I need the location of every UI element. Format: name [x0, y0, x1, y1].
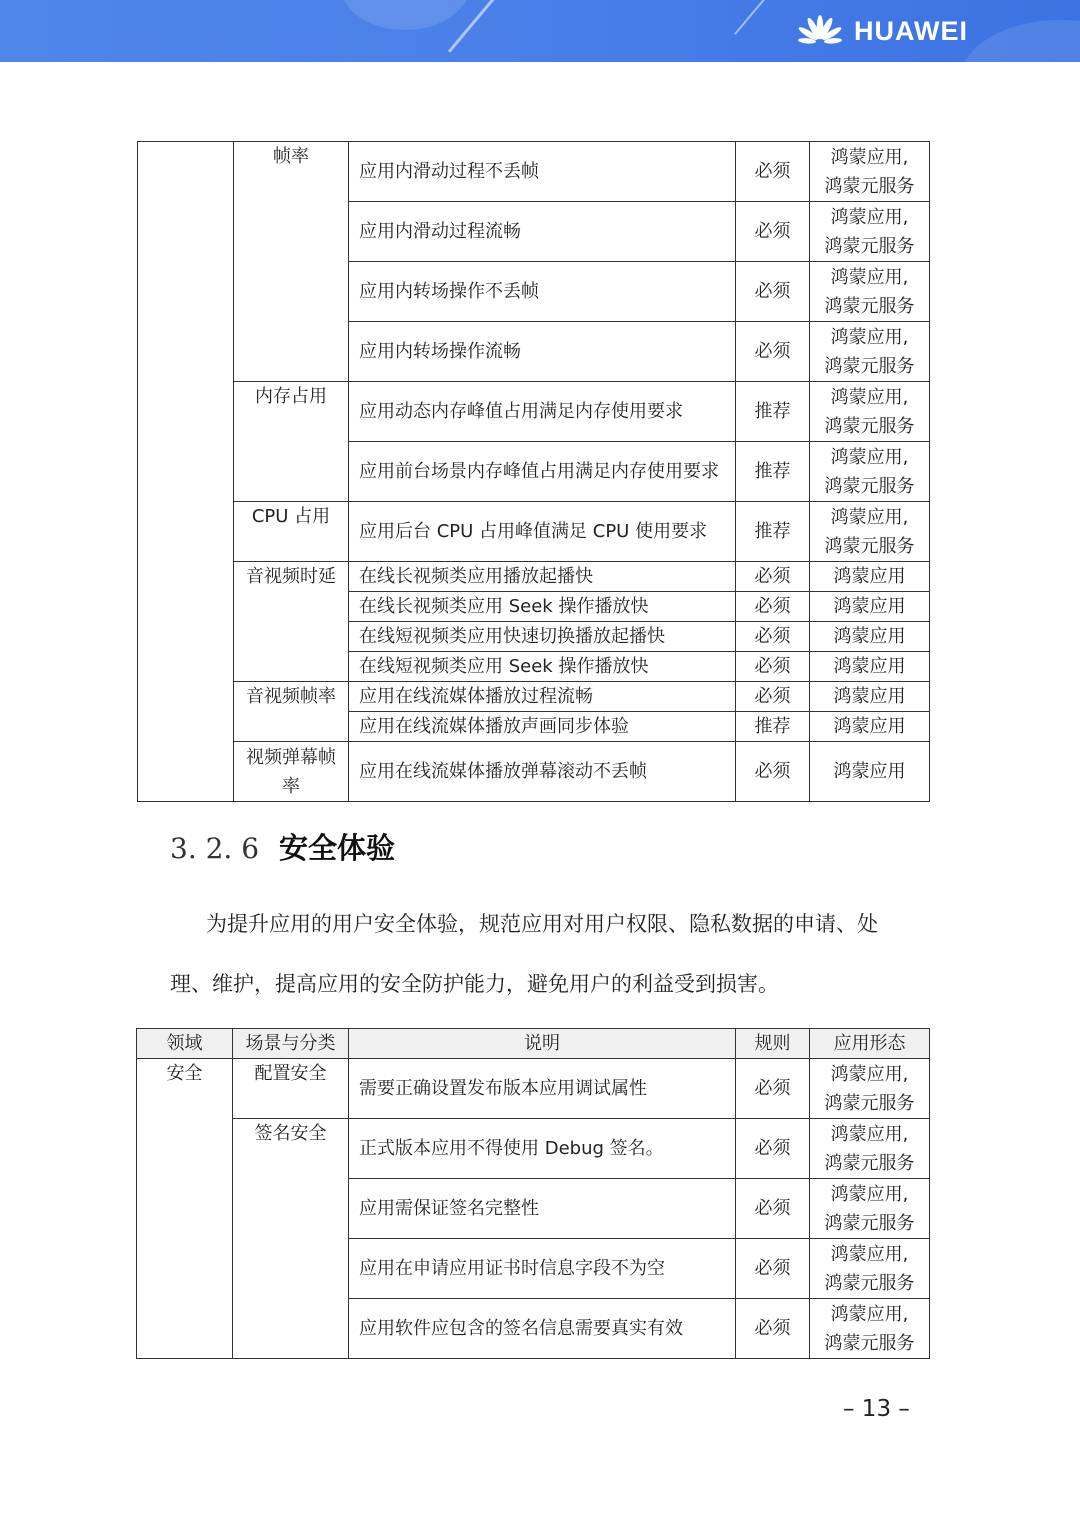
desc-cell: 在线长视频类应用播放起播快 [349, 562, 736, 592]
brand-name: HUAWEI [854, 15, 968, 46]
security-table [136, 1028, 930, 1359]
form-cell: 鸿蒙应用, 鸿蒙元服务 [810, 1119, 930, 1179]
form-cell: 鸿蒙应用 [810, 622, 930, 652]
page-number: – 13 – [843, 1396, 910, 1422]
header-decoration [960, 20, 1080, 62]
section-number: 3. 2. 6 [170, 832, 260, 865]
rule-cell: 必须 [736, 1059, 810, 1119]
category-cell: 配置安全 [233, 1059, 349, 1119]
form-cell: 鸿蒙应用, 鸿蒙元服务 [810, 202, 930, 262]
rule-cell: 必须 [736, 742, 810, 802]
desc-cell: 应用在线流媒体播放声画同步体验 [349, 712, 736, 742]
rule-cell: 必须 [736, 322, 810, 382]
desc-cell: 应用在线流媒体播放过程流畅 [349, 682, 736, 712]
rule-cell: 必须 [736, 1239, 810, 1299]
domain-cell: 安全 [137, 1059, 233, 1359]
form-cell: 鸿蒙应用 [810, 742, 930, 802]
header-decoration [340, 0, 470, 30]
table-row [137, 1059, 930, 1119]
category-cell: 视频弹幕帧率 [234, 742, 349, 802]
rule-cell: 必须 [736, 142, 810, 202]
rule-cell: 必须 [736, 682, 810, 712]
category-cell: 签名安全 [233, 1119, 349, 1359]
desc-cell: 应用动态内存峰值占用满足内存使用要求 [349, 382, 736, 442]
desc-cell: 正式版本应用不得使用 Debug 签名。 [349, 1119, 736, 1179]
rule-cell: 必须 [736, 652, 810, 682]
form-cell: 鸿蒙应用, 鸿蒙元服务 [810, 1239, 930, 1299]
table-row [137, 1119, 930, 1179]
desc-cell: 应用前台场景内存峰值占用满足内存使用要求 [349, 442, 736, 502]
table-row [138, 382, 930, 442]
domain-cell [138, 142, 234, 802]
table-row [138, 142, 930, 202]
category-cell: 内存占用 [234, 382, 349, 502]
form-cell: 鸿蒙应用, 鸿蒙元服务 [810, 1299, 930, 1359]
section-title: 安全体验 [279, 831, 396, 865]
table-row [138, 562, 930, 592]
desc-cell: 在线短视频类应用 Seek 操作播放快 [349, 652, 736, 682]
desc-cell: 应用在申请应用证书时信息字段不为空 [349, 1239, 736, 1299]
intro-paragraph-line: 理、维护，提高应用的安全防护能力，避免用户的利益受到损害。 [170, 972, 779, 996]
rule-cell: 必须 [736, 262, 810, 322]
rule-cell: 推荐 [736, 712, 810, 742]
desc-cell: 应用内转场操作流畅 [349, 322, 736, 382]
category-cell: 帧率 [234, 142, 349, 382]
table-row [138, 682, 930, 712]
form-cell: 鸿蒙应用, 鸿蒙元服务 [810, 1059, 930, 1119]
header-cell: 场景与分类 [233, 1029, 349, 1059]
desc-cell: 应用在线流媒体播放弹幕滚动不丢帧 [349, 742, 736, 802]
form-cell: 鸿蒙应用, 鸿蒙元服务 [810, 322, 930, 382]
header-cell: 应用形态 [810, 1029, 930, 1059]
form-cell: 鸿蒙应用, 鸿蒙元服务 [810, 262, 930, 322]
intro-paragraph-line: 为提升应用的用户安全体验，规范应用对用户权限、隐私数据的申请、处 [206, 912, 878, 936]
form-cell: 鸿蒙应用 [810, 562, 930, 592]
desc-cell: 应用软件应包含的签名信息需要真实有效 [349, 1299, 736, 1359]
form-cell: 鸿蒙应用 [810, 682, 930, 712]
desc-cell: 在线长视频类应用 Seek 操作播放快 [349, 592, 736, 622]
desc-cell: 应用需保证签名完整性 [349, 1179, 736, 1239]
performance-table [137, 141, 930, 802]
huawei-flower-logo-icon [796, 14, 844, 48]
rule-cell: 推荐 [736, 502, 810, 562]
desc-cell: 在线短视频类应用快速切换播放起播快 [349, 622, 736, 652]
rule-cell: 必须 [736, 592, 810, 622]
table-header-row [137, 1029, 930, 1059]
section-heading [170, 826, 395, 867]
header-decoration [734, 0, 768, 35]
rule-cell: 必须 [736, 1119, 810, 1179]
category-cell: 音视频时延 [234, 562, 349, 682]
rule-cell: 推荐 [736, 382, 810, 442]
desc-cell: 应用内滑动过程不丢帧 [349, 142, 736, 202]
rule-cell: 必须 [736, 202, 810, 262]
form-cell: 鸿蒙应用, 鸿蒙元服务 [810, 502, 930, 562]
rule-cell: 必须 [736, 622, 810, 652]
header-cell: 规则 [736, 1029, 810, 1059]
huawei-logo [796, 14, 968, 48]
desc-cell: 应用内转场操作不丢帧 [349, 262, 736, 322]
desc-cell: 应用内滑动过程流畅 [349, 202, 736, 262]
rule-cell: 必须 [736, 1179, 810, 1239]
header-cell: 领域 [137, 1029, 233, 1059]
form-cell: 鸿蒙应用, 鸿蒙元服务 [810, 1179, 930, 1239]
page-header [0, 0, 1080, 62]
category-cell: CPU 占用 [234, 502, 349, 562]
desc-cell: 需要正确设置发布版本应用调试属性 [349, 1059, 736, 1119]
form-cell: 鸿蒙应用, 鸿蒙元服务 [810, 142, 930, 202]
table-row [138, 502, 930, 562]
desc-cell: 应用后台 CPU 占用峰值满足 CPU 使用要求 [349, 502, 736, 562]
form-cell: 鸿蒙应用 [810, 712, 930, 742]
form-cell: 鸿蒙应用 [810, 592, 930, 622]
form-cell: 鸿蒙应用, 鸿蒙元服务 [810, 382, 930, 442]
form-cell: 鸿蒙应用, 鸿蒙元服务 [810, 442, 930, 502]
category-cell: 音视频帧率 [234, 682, 349, 742]
rule-cell: 必须 [736, 1299, 810, 1359]
table-row [138, 742, 930, 802]
header-cell: 说明 [349, 1029, 736, 1059]
rule-cell: 推荐 [736, 442, 810, 502]
rule-cell: 必须 [736, 562, 810, 592]
form-cell: 鸿蒙应用 [810, 652, 930, 682]
